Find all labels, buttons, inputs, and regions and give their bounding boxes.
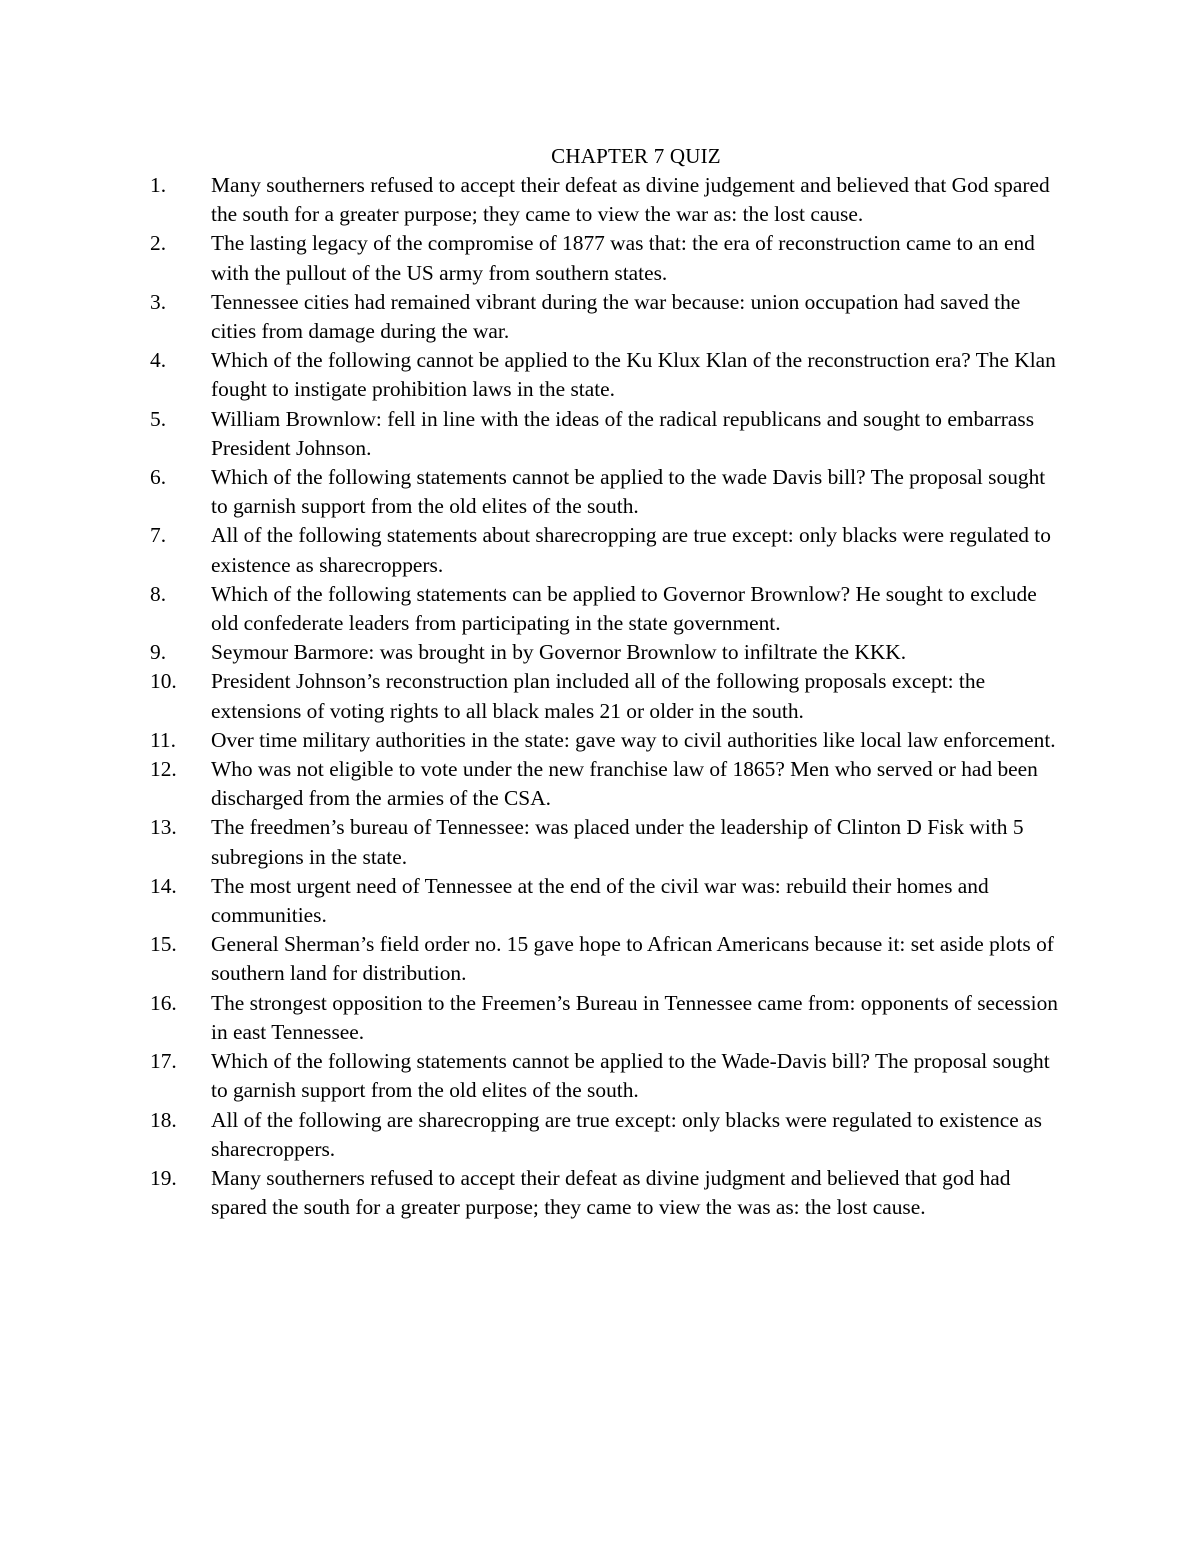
quiz-question-2 [0,229,1061,287]
question-number: 16. [150,990,177,1015]
question-text: Over time military authorities in the state: gave way to civil authorities like local law enforcement. [211,727,1056,752]
question-number: 15. [150,932,177,957]
quiz-question-list [0,171,1200,1222]
question-text: General Sherman’s field order no. 15 gave hope to African Americans because it: set aside plots of southern land for distribution. [211,932,1054,986]
question-number: 19. [150,1165,177,1190]
question-text: Which of the following cannot be applied to the Ku Klux Klan of the reconstruction era? The Klan fought to instigate prohibition laws in the state. [211,348,1056,402]
question-text: All of the following are sharecropping are true except: only blacks were regulated to existence as sharecroppers. [211,1107,1042,1161]
question-number: 6. [150,465,167,490]
question-text: Who was not eligible to vote under the new franchise law of 1865? Men who served or had been discharged from the armies of the CSA. [211,757,1038,811]
question-number: 8. [150,581,167,606]
question-number: 18. [150,1107,177,1132]
question-number: 3. [150,289,167,314]
quiz-question-3 [0,288,1061,346]
question-text: Which of the following statements cannot be applied to the wade Davis bill? The proposal sought to garnish support from the old elites of the south. [211,465,1046,519]
question-number: 4. [150,348,167,373]
quiz-question-7 [0,521,1061,579]
quiz-question-16 [0,989,1061,1047]
quiz-question-5 [0,405,1061,463]
question-text: Which of the following statements cannot be applied to the Wade-Davis bill? The proposal sought to garnish support from the old elites of the south. [211,1049,1050,1103]
question-number: 2. [150,231,167,256]
question-number: 1. [150,173,167,197]
quiz-question-13 [0,813,1061,871]
quiz-question-15 [0,930,1061,988]
quiz-question-1 [0,171,1061,229]
question-number: 7. [150,523,167,548]
question-number: 11. [150,727,176,752]
quiz-question-12 [0,755,1061,813]
quiz-question-19 [0,1164,1061,1222]
question-text: Many southerners refused to accept their defeat as divine judgment and believed that god had spared the south for a greater purpose; they came to view the was as: the lost cause. [211,1165,1011,1220]
question-text: The freedmen’s bureau of Tennessee: was placed under the leadership of Clinton D Fisk with 5 subregions in the state. [211,815,1024,869]
quiz-question-11 [0,726,1061,755]
quiz-question-8 [0,580,1061,638]
question-text: Seymour Barmore: was brought in by Governor Brownlow to infiltrate the KKK. [211,640,907,665]
question-text: Tennessee cities had remained vibrant during the war because: union occupation had saved the cities from damage during the war. [211,289,1021,344]
quiz-question-17 [0,1047,1061,1105]
quiz-question-18 [0,1106,1061,1164]
question-text: William Brownlow: fell in line with the ideas of the radical republicans and sought to embarrass President Johnson. [211,406,1035,460]
question-text: President Johnson’s reconstruction plan included all of the following proposals except: the extensions of voting rights to all black males 21 or older in the south. [211,669,986,723]
question-text: All of the following statements about sharecropping are true except: only blacks were regulated to existence as sharecroppers. [211,523,1051,577]
question-number: 14. [150,873,177,898]
question-number: 13. [150,815,177,840]
question-text: Which of the following statements can be applied to Governor Brownlow? He sought to exclude old confederate leaders from participating in the state government. [211,581,1037,636]
quiz-question-6 [0,463,1061,521]
question-text: The lasting legacy of the compromise of 1877 was that: the era of reconstruction came to an end with the pullout of the US army from southern states. [211,231,1035,285]
quiz-question-4 [0,346,1061,404]
quiz-question-9 [0,638,1061,667]
question-number: 10. [150,669,177,694]
quiz-question-10 [0,667,1061,725]
question-number: 5. [150,406,167,431]
question-number: 17. [150,1049,177,1074]
question-text: Many southerners refused to accept their defeat as divine judgement and believed that God spared the south for a greater purpose; they came to view the war as: the lost cause. [211,173,1050,227]
question-number: 9. [150,640,167,665]
question-text: The strongest opposition to the Freemen’s Bureau in Tennessee came from: opponents of secession in east Tennessee. [211,990,1059,1044]
page-title: CHAPTER 7 QUIZ [551,144,721,168]
question-number: 12. [150,757,177,782]
question-text: The most urgent need of Tennessee at the end of the civil war was: rebuild their homes and communities. [211,873,989,928]
quiz-question-14 [0,872,1061,930]
